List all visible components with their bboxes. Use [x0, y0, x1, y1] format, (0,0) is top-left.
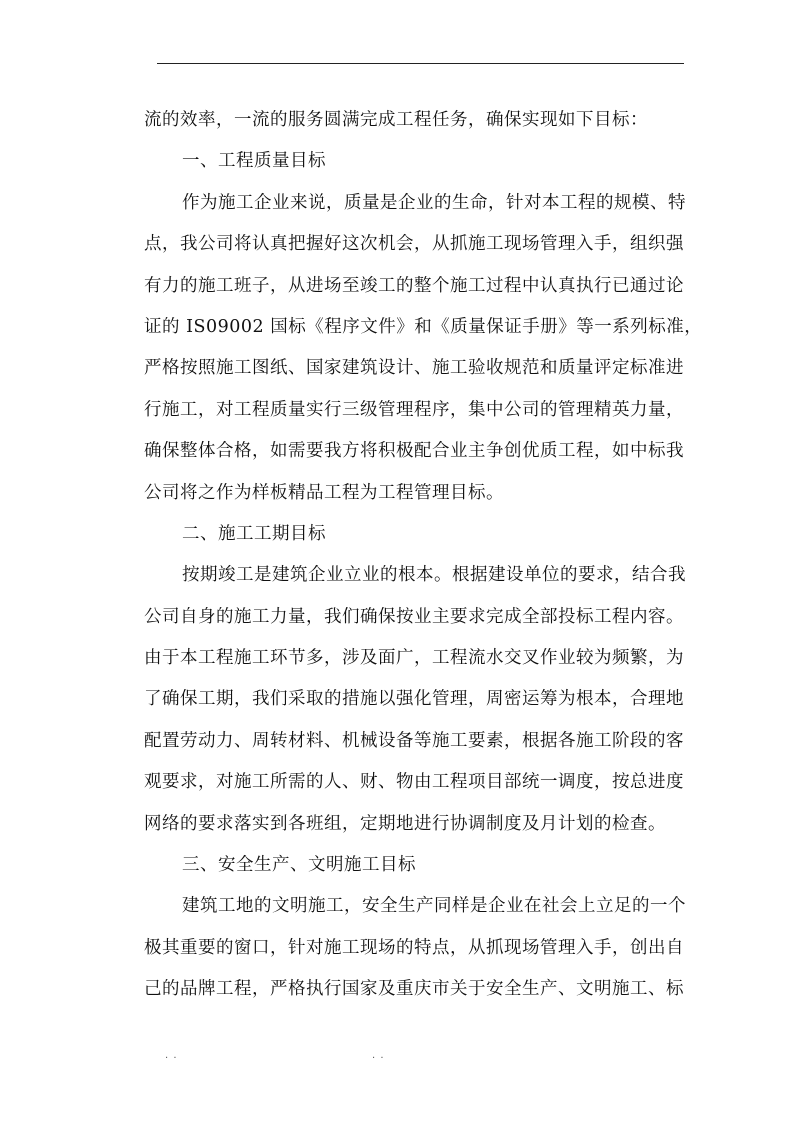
- footer-mark-left: · ·: [165, 1053, 178, 1064]
- paragraph-line: 有力的施工班子，从进场至竣工的整个施工过程中认真执行已通过论: [144, 275, 684, 296]
- paragraph-line: 网络的要求落实到各班组，定期地进行协调制度及月计划的检查。: [144, 813, 666, 834]
- paragraph-line: 点，我公司将认真把握好这次机会，从抓施工现场管理入手，组织强: [144, 234, 684, 255]
- document-body: [144, 100, 703, 1011]
- paragraph-line: 己的品牌工程，严格执行国家及重庆市关于安全生产、文明施工、标: [144, 979, 684, 1000]
- paragraph-line: 了确保工期，我们采取的措施以强化管理，周密运筹为根本，合理地: [144, 689, 684, 710]
- section-heading-schedule: 二、施工工期目标: [182, 523, 326, 544]
- paragraph-line: 严格按照施工图纸、国家建筑设计、施工验收规范和质量评定标准进: [144, 358, 684, 379]
- paragraph-line: 作为施工企业来说，质量是企业的生命，针对本工程的规模、特: [182, 192, 686, 213]
- paragraph-line: 证的 IS09002 国标《程序文件》和《质量保证手册》等一系列标准，: [144, 316, 703, 337]
- paragraph-line: 建筑工地的文明施工，安全生产同样是企业在社会上立足的一个: [182, 896, 686, 917]
- section-heading-safety: 三、安全生产、文明施工目标: [182, 855, 416, 876]
- paragraph-line: 极其重要的窗口，针对施工现场的特点，从抓现场管理入手，创出自: [144, 937, 684, 958]
- paragraph-line: 按期竣工是建筑企业立业的根本。根据建设单位的要求，结合我: [182, 565, 686, 586]
- paragraph-line: 流的效率，一流的服务圆满完成工程任务，确保实现如下目标：: [144, 110, 648, 130]
- footer-mark-right: · ·: [372, 1053, 385, 1064]
- paragraph-line: 观要求，对施工所需的人、财、物由工程项目部统一调度，按总进度: [144, 772, 684, 793]
- section-heading-quality: 一、工程质量目标: [182, 151, 326, 172]
- paragraph-line: 确保整体合格，如需要我方将积极配合业主争创优质工程，如中标我: [144, 441, 684, 462]
- paragraph-line: 配置劳动力、周转材料、机械设备等施工要素，根据各施工阶段的客: [144, 730, 684, 751]
- paragraph-line: 公司自身的施工力量，我们确保按业主要求完成全部投标工程内容。: [144, 606, 684, 627]
- paragraph-line: 由于本工程施工环节多，涉及面广，工程流水交叉作业较为频繁，为: [144, 648, 684, 669]
- paragraph-line: 行施工，对工程质量实行三级管理程序，集中公司的管理精英力量，: [144, 399, 684, 420]
- paragraph-line: 公司将之作为样板精品工程为工程管理目标。: [144, 482, 504, 503]
- header-rule: [157, 63, 684, 64]
